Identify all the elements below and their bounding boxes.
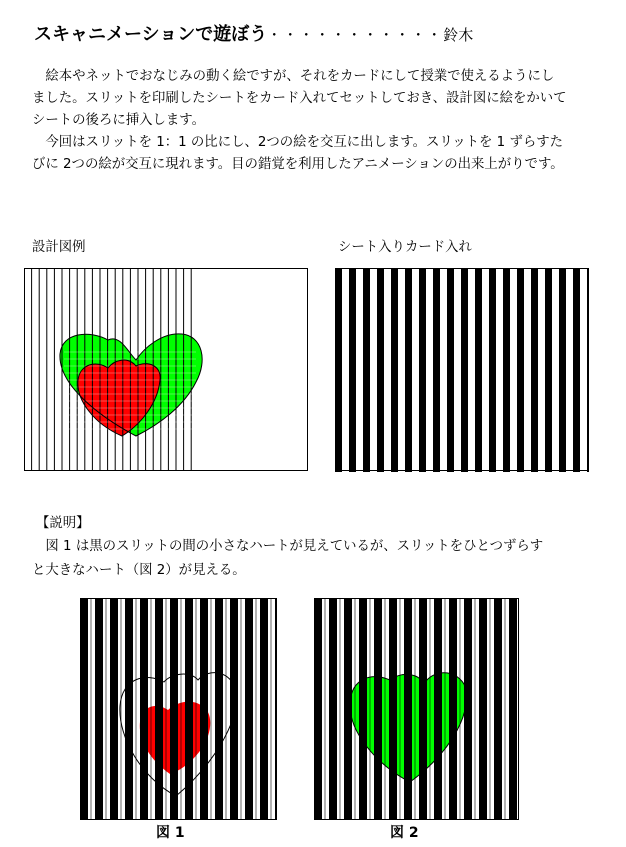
fig1-black-bar [155,598,163,820]
fig1-black-bar [95,598,103,820]
fig2-black-bar [464,598,472,820]
card-black-bar [475,268,482,472]
figure-1-image [80,598,277,820]
card-holder-label: シート入りカード入れ [338,240,472,255]
card-black-bar [545,268,552,472]
fig1-black-bar [125,598,133,820]
fig1-black-bar [215,598,223,820]
fig2-black-bar [419,598,427,820]
explanation-line-1: 図 1 は黒のスリットの間の小さなハートが見えているが、スリットをひとつずらす [32,539,544,554]
fig1-black-bar [110,598,118,820]
fig2-black-bar [434,598,442,820]
fig1-black-bar [200,598,208,820]
card-black-bar [419,268,426,472]
card-black-bar [447,268,454,472]
card-black-bar [433,268,440,472]
author-name: 鈴木 [443,26,474,44]
fig2-black-bar [344,598,352,820]
fig1-black-bar [80,598,88,820]
design-drawing [24,268,308,472]
design-example-label: 設計図例 [32,240,86,255]
figure-2-caption: 図 2 [390,825,419,841]
card-black-bar [405,268,412,472]
card-black-bar [363,268,370,472]
document-title [34,20,473,46]
explanation-heading: 【説明】 [36,516,90,531]
fig1-black-bar [185,598,193,820]
explanation-line-2: と大きなハート（図 2）が見える。 [32,563,246,578]
card-black-bar [517,268,524,472]
fig1-black-bar [245,598,253,820]
intro-line-3: シートの後ろに挿入します。 [32,113,206,128]
fig1-black-bar [170,598,178,820]
fig2-black-bar [479,598,487,820]
fig1-black-bar [140,598,148,820]
slit-sheet-card [335,268,589,472]
card-black-bar [489,268,496,472]
title-text: スキャニメーションで遊ぼう [34,24,268,45]
fig2-black-bar [359,598,367,820]
fig1-black-bar [260,598,268,820]
fig2-black-bar [374,598,382,820]
card-black-bar [559,268,566,472]
fig2-black-bar [329,598,337,820]
intro-line-1: 絵本やネットでおなじみの動く絵ですが、それをカードにして授業で使えるようにし [32,69,555,84]
fig2-black-bar [314,598,322,820]
intro-line-4: 今回はスリットを 1：1 の比にし、2つの絵を交互に出します。スリットを 1 ずらすた [32,135,564,150]
card-black-bar [573,268,580,472]
fig2-black-bar [509,598,517,820]
card-black-bar [461,268,468,472]
figure-1-caption: 図 1 [156,825,185,841]
fig1-black-bar [230,598,238,820]
intro-line-2: ました。スリットを印刷したシートをカード入れてセットしておき、設計図に絵をかいて [32,91,567,106]
card-black-bar [335,268,342,472]
card-black-bar [377,268,384,472]
fig2-black-bar [449,598,457,820]
card-black-bar [531,268,538,472]
fig2-black-bar [389,598,397,820]
fig2-black-bar [404,598,412,820]
title-dots: ・・・・・・・・・・・ [267,28,444,44]
card-black-bar [587,268,589,472]
fig2-black-bar [494,598,502,820]
card-black-bar [391,268,398,472]
card-black-bar [503,268,510,472]
intro-line-5: びに 2つの絵が交互に現れます。目の錯覚を利用したアニメーションの出来上がりです。 [32,157,564,172]
figure-2-image [314,598,519,820]
card-black-bar [349,268,356,472]
